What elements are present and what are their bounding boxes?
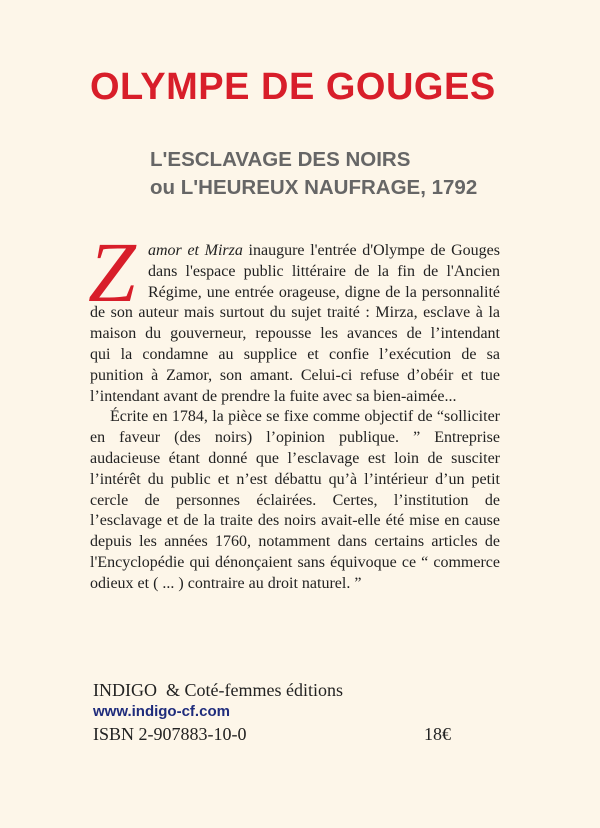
author-title: OLYMPE DE GOUGES xyxy=(90,66,496,108)
text-line: en faveur (des noirs) l’opinion publique. ” Entreprise xyxy=(90,429,500,447)
text-line: depuis les années 1760, notamment dans certains articles de xyxy=(90,533,500,551)
text-line: de son auteur mais surtout du sujet traité : Mirza, esclave à la xyxy=(90,304,500,322)
text-fragment: inaugure l'entrée d'Olympe de Gouges xyxy=(242,242,501,259)
text-line: l’intendant avant de prendre la fuite avec sa bien-aimée... xyxy=(90,387,457,405)
text-line: maison du gouverneur, repousse les avances de l’intendant xyxy=(90,325,500,343)
text-line: odieux et ( ... ) contraire au droit naturel. ” xyxy=(90,574,362,592)
text-line: dans l'espace public littéraire de la fin de l'Ancien xyxy=(148,262,500,280)
text-line: l’intérêt du public et n’est débattu qu’à l’intérieur d’un petit xyxy=(90,470,500,488)
text-line xyxy=(148,241,500,262)
isbn: ISBN 2-907883-10-0 xyxy=(93,724,247,744)
publisher: INDIGO & Coté-femmes éditions xyxy=(93,680,343,700)
text-line: Écrite en 1784, la pièce se fixe comme objectif de “solliciter xyxy=(110,408,500,426)
text-line: punition à Zamor, son amant. Celui-ci refuse d’obéir et tue xyxy=(90,366,500,384)
blurb-text xyxy=(88,224,501,595)
publisher-url[interactable]: www.indigo-cf.com xyxy=(93,703,230,720)
subtitle-line-2: ou L'HEUREUX NAUFRAGE, 1792 xyxy=(150,176,478,199)
book-subtitle xyxy=(150,146,477,202)
subtitle-line-1: L'ESCLAVAGE DES NOIRS xyxy=(150,148,411,171)
text-line: cercle de personnes éclairées. Certes, l’institution de xyxy=(90,491,500,509)
play-title: amor et Mirza xyxy=(148,242,243,259)
text-line: l’esclavage et de la traite des noirs avait-elle été mise en cause xyxy=(90,512,500,530)
text-line: Régime, une entrée orageuse, digne de la personnalité xyxy=(148,283,500,301)
drop-cap: Z xyxy=(88,224,136,320)
text-line: audacieuse étant donné que l’esclavage est loin de susciter xyxy=(90,449,500,467)
text-line: qui la condamne au supplice et confie l’exécution de sa xyxy=(90,345,500,363)
text-line: l'Encyclopédie qui dénonçaient sans équivoque ce “ commerce xyxy=(90,553,500,571)
price: 18€ xyxy=(424,724,451,744)
